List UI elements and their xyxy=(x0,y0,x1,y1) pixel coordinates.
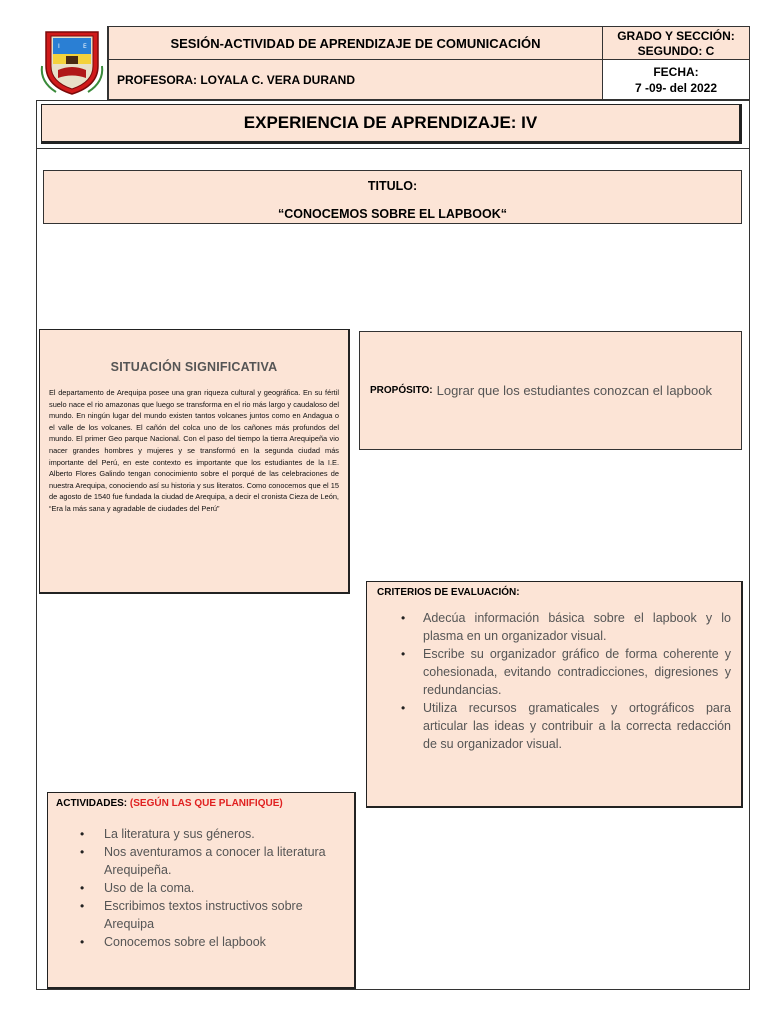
activity-item-text: Escribimos textos instructivos sobre Arequipa xyxy=(104,899,303,931)
criteria-item xyxy=(377,699,731,753)
activity-item-text: Nos aventuramos a conocer la literatura Arequipeña. xyxy=(104,845,326,877)
activity-item xyxy=(56,933,346,951)
svg-text:E: E xyxy=(83,43,87,50)
experience-title: EXPERIENCIA DE APRENDIZAJE: IV xyxy=(41,104,742,144)
activity-item xyxy=(56,825,346,843)
grade-value: SEGUNDO: C xyxy=(637,44,715,58)
activity-item-text: Uso de la coma. xyxy=(104,881,195,895)
criteria-list xyxy=(377,609,731,753)
activities-heading xyxy=(56,798,346,809)
purpose-label: PROPÓSITO: xyxy=(370,385,433,396)
activity-item xyxy=(56,843,346,879)
situation-box xyxy=(39,329,350,594)
criteria-box xyxy=(366,581,743,808)
activities-note: (SEGÚN LAS QUE PLANIFIQUE) xyxy=(129,798,283,809)
title-value: “CONOCEMOS SOBRE EL LAPBOOK“ xyxy=(278,207,507,221)
bullet-icon: • xyxy=(401,701,406,715)
bullet-icon: • xyxy=(80,827,85,841)
activity-item xyxy=(56,897,346,933)
criteria-item xyxy=(377,609,731,645)
header-divider xyxy=(36,100,750,101)
activities-label: ACTIVIDADES: xyxy=(56,798,128,809)
situation-heading: SITUACIÓN SIGNIFICATIVA xyxy=(110,360,278,374)
purpose-text: Lograr que los estudiantes conozcan el lapbook xyxy=(436,383,712,398)
svg-text:I: I xyxy=(58,43,60,50)
criteria-item xyxy=(377,645,731,699)
experience-divider xyxy=(36,148,750,149)
bullet-icon: • xyxy=(401,647,406,661)
criteria-item-text: Escribe su organizador gráfico de forma coherente y cohesionada, evitando contradicciones, digresiones y redundancias. xyxy=(423,647,731,697)
date-cell xyxy=(603,60,750,100)
criteria-item-text: Adecúa información básica sobre el lapbook y lo plasma en un organizador visual. xyxy=(423,611,731,643)
school-crest-icon xyxy=(36,26,108,100)
activity-item-text: La literatura y sus géneros. xyxy=(104,827,255,841)
school-logo xyxy=(36,26,108,100)
criteria-item-text: Utiliza recursos gramaticales y ortográficos para articular las ideas y contribuir a la correcta redacción de su organizador visual. xyxy=(423,701,731,751)
bullet-icon: • xyxy=(80,935,85,949)
bullet-icon: • xyxy=(80,881,85,895)
activity-item xyxy=(56,879,346,897)
date-value: 7 -09- del 2022 xyxy=(634,81,718,95)
grade-cell xyxy=(603,26,750,60)
date-label: FECHA: xyxy=(653,65,699,79)
title-label: TITULO: xyxy=(367,179,418,193)
bullet-icon: • xyxy=(401,611,406,625)
teacher-name: PROFESORA: LOYALA C. VERA DURAND xyxy=(108,60,603,100)
activities-box xyxy=(47,792,356,989)
bullet-icon: • xyxy=(80,899,85,913)
activities-list xyxy=(56,825,346,951)
purpose-box xyxy=(359,331,742,450)
session-title: SESIÓN-ACTIVIDAD DE APRENDIZAJE DE COMUNICACIÓN xyxy=(108,26,603,60)
title-box xyxy=(43,170,742,224)
bullet-icon: • xyxy=(80,845,85,859)
activity-item-text: Conocemos sobre el lapbook xyxy=(104,935,266,949)
situation-text: El departamento de Arequipa posee una gran riqueza cultural y geográfica. En su fértil suelo nace el rio amazonas que luego se transforma en el rio más largo y caudaloso del mundo. En ningún lugar del mundo existen tantos volcanes juntos como en Andagua o el valle de los volcanes. El cañón del colca uno de los cañones más profundos del mundo. El primer Geo parque Nacional. Con el paso del tiempo la tierra Arequipeña vio nacer grandes hombres y mujeres y se transformó en la segunda ciudad más importante del Perú, en este contexto es importante que los estudiantes de la I.E. Alberto Flores Galindo tengan conocimiento sobre el porqué de las celebraciones de nuestra Arequipa, conociendo así su historia y sus literatos. Como conocemos que el 15 de agosto de 1540 fue fundada la ciudad de Arequipa, a decir el cronista Cieza de León, “Era la más sana y agradable de ciudades del Perú” xyxy=(49,388,339,513)
grade-label: GRADO Y SECCIÓN: xyxy=(617,29,735,43)
criteria-heading: CRITERIOS DE EVALUACIÓN: xyxy=(377,587,520,598)
